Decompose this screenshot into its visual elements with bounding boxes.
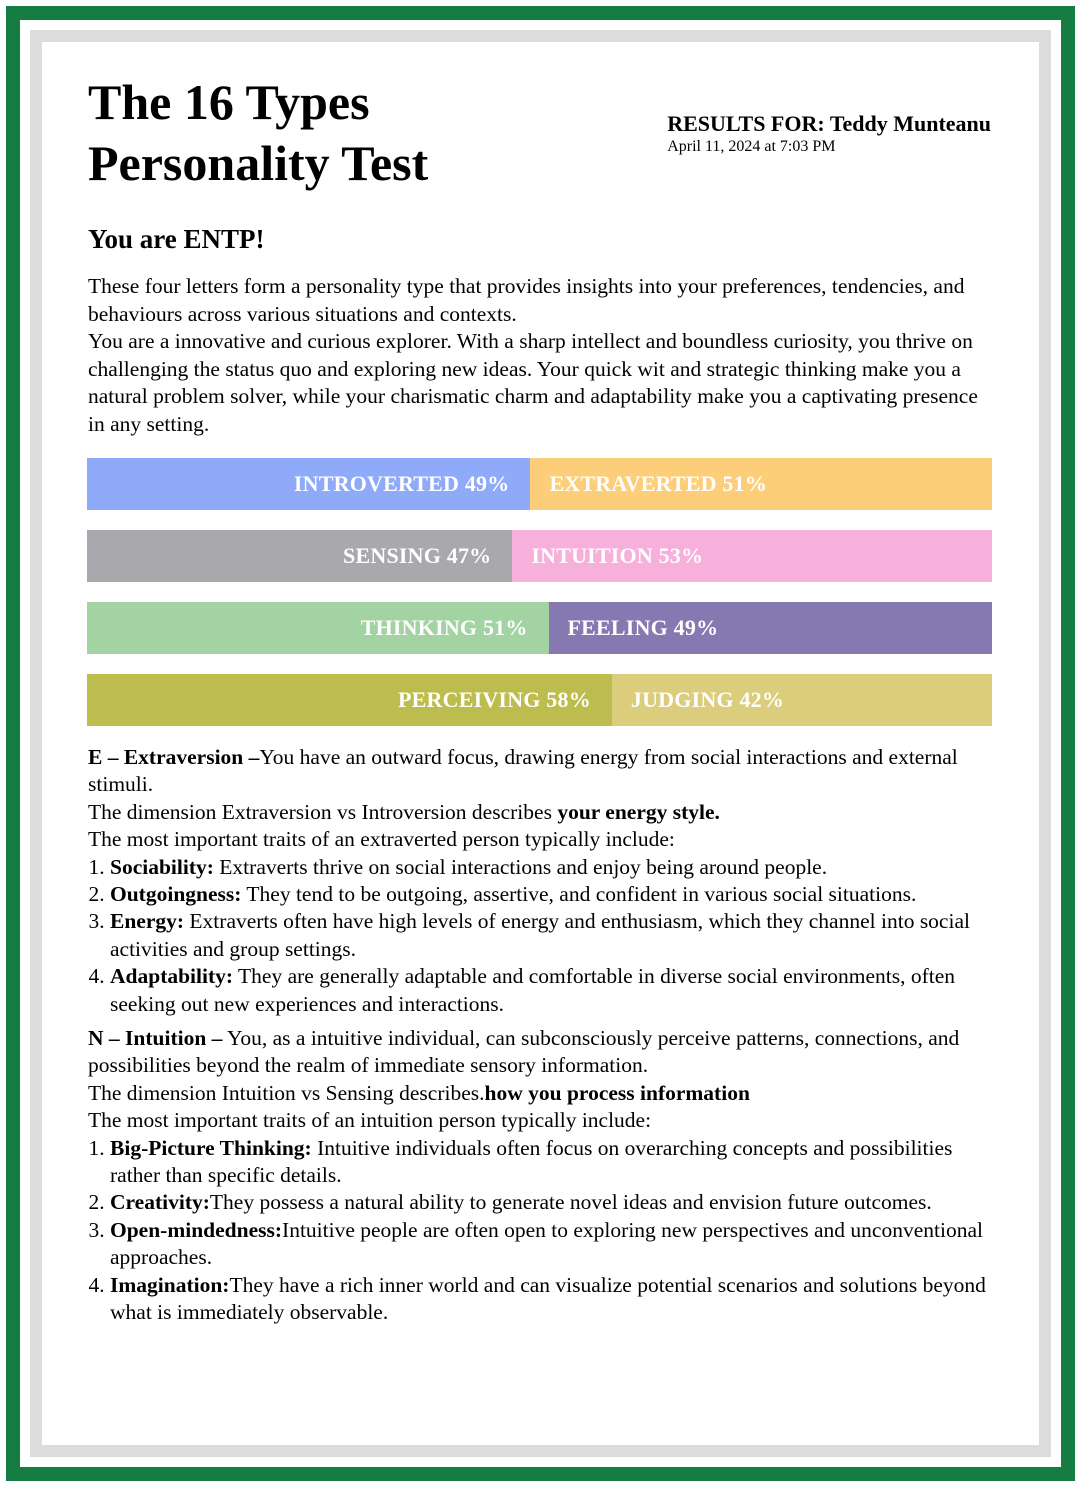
- type-heading: You are ENTP!: [88, 224, 265, 254]
- results-block: [667, 111, 991, 157]
- bar-segment-introverted: INTROVERTED 49%: [87, 458, 530, 510]
- intuition-dimension-text: The dimension Intuition vs Sensing describes.: [88, 1080, 485, 1105]
- list-item: [110, 908, 993, 963]
- intuition-section: [88, 1025, 993, 1326]
- intuition-heading-bold: N – Intuition –: [88, 1026, 223, 1050]
- extraversion-heading: [88, 744, 993, 799]
- results-name: Teddy Munteanu: [829, 111, 991, 136]
- intro-paragraph-1: These four letters form a personality type that provides insights into your preferences, tendencies, and behaviours across various situations and contexts.: [88, 274, 965, 326]
- list-item: [110, 963, 993, 1018]
- bar-segment-extraverted: EXTRAVERTED 51%: [530, 458, 992, 510]
- intuition-heading-text: You, as a intuitive individual, can subconsciously perceive patterns, connections, and possibilities beyond the realm of immediate sensory information.: [88, 1026, 960, 1078]
- extraversion-heading-text: You have an outward focus, drawing energy from social interactions and external stimuli.: [88, 745, 958, 797]
- extraversion-dimension-text: The dimension Extraversion vs Introversion describes: [88, 799, 558, 824]
- title-line-2: Personality Test: [88, 135, 429, 191]
- intuition-heading: [88, 1025, 993, 1080]
- bar-segment-perceiving: PERCEIVING 58%: [87, 674, 612, 726]
- list-item: [110, 1217, 993, 1272]
- bar-segment-sensing: SENSING 47%: [87, 530, 512, 582]
- extraversion-traits-intro: The most important traits of an extraverted person typically include:: [88, 827, 675, 852]
- trait-name: Outgoingness:: [110, 882, 242, 907]
- intro-paragraph-2: You are a innovative and curious explorer. With a sharp intellect and boundless curiosity, you thrive on challenging the status quo and exploring new ideas. Your quick wit and strategic thinking make you a natural problem solver, while your charismatic charm and adaptability make you a captivating presence in any setting.: [88, 329, 978, 436]
- extraversion-dimension: [88, 799, 993, 826]
- results-date: April 11, 2024 at 7:03 PM: [667, 138, 836, 155]
- list-item: [110, 854, 993, 881]
- intuition-dimension-bold: how you process information: [484, 1080, 750, 1105]
- list-item: [110, 1135, 993, 1190]
- intro-text: [88, 273, 993, 438]
- bar-segment-thinking: THINKING 51%: [87, 602, 549, 654]
- results-label: RESULTS FOR:: [667, 111, 825, 136]
- trait-text: Intuitive individuals often focus on overarching concepts and possibilities rather than specific details.: [110, 1135, 953, 1188]
- intuition-traits-list: [88, 1135, 993, 1327]
- results-for: [667, 111, 991, 137]
- extraversion-traits-list: [88, 854, 993, 1018]
- bar-introverted-extraverted: [87, 458, 992, 510]
- page-title: [88, 72, 608, 194]
- trait-name: Big-Picture Thinking:: [110, 1135, 312, 1160]
- list-item: [110, 881, 993, 908]
- trait-name: Energy:: [110, 909, 185, 934]
- extraversion-dimension-bold: your energy style.: [557, 799, 720, 824]
- list-item: [110, 1189, 993, 1216]
- trait-name: Adaptability:: [110, 964, 234, 989]
- list-item: [110, 1272, 993, 1327]
- trait-name: Open-mindedness:: [110, 1217, 283, 1242]
- trait-text: Extraverts thrive on social interactions and enjoy being around people.: [213, 854, 828, 879]
- bar-perceiving-judging: [87, 674, 992, 726]
- intuition-dimension: [88, 1080, 993, 1107]
- trait-name: Creativity:: [110, 1190, 210, 1215]
- bar-segment-judging: JUDGING 42%: [612, 674, 992, 726]
- title-line-1: The 16 Types: [88, 74, 370, 130]
- extraversion-heading-bold: E – Extraversion –: [88, 745, 260, 769]
- trait-text: They have a rich inner world and can visualize potential scenarios and solutions beyond what is immediately observable.: [110, 1272, 986, 1325]
- extraversion-section: [88, 744, 993, 1018]
- intuition-traits-intro: The most important traits of an intuition person typically include:: [88, 1108, 652, 1133]
- trait-name: Sociability:: [110, 854, 214, 879]
- trait-name: Imagination:: [110, 1272, 230, 1297]
- trait-text: They possess a natural ability to generate novel ideas and envision future outcomes.: [209, 1190, 932, 1215]
- trait-text: Intuitive people are often open to exploring new perspectives and unconventional approaches.: [110, 1217, 983, 1270]
- trait-text: They are generally adaptable and comfortable in diverse social environments, often seeking out new experiences and interactions.: [110, 964, 956, 1016]
- bar-sensing-intuition: [87, 530, 992, 582]
- bar-segment-intuition: INTUITION 53%: [512, 530, 992, 582]
- bar-thinking-feeling: [87, 602, 992, 654]
- trait-text: They tend to be outgoing, assertive, and confident in various social situations.: [241, 882, 917, 907]
- bar-segment-feeling: FEELING 49%: [549, 602, 992, 654]
- trait-text: Extraverts often have high levels of energy and enthusiasm, which they channel into social activities and group settings.: [110, 909, 970, 961]
